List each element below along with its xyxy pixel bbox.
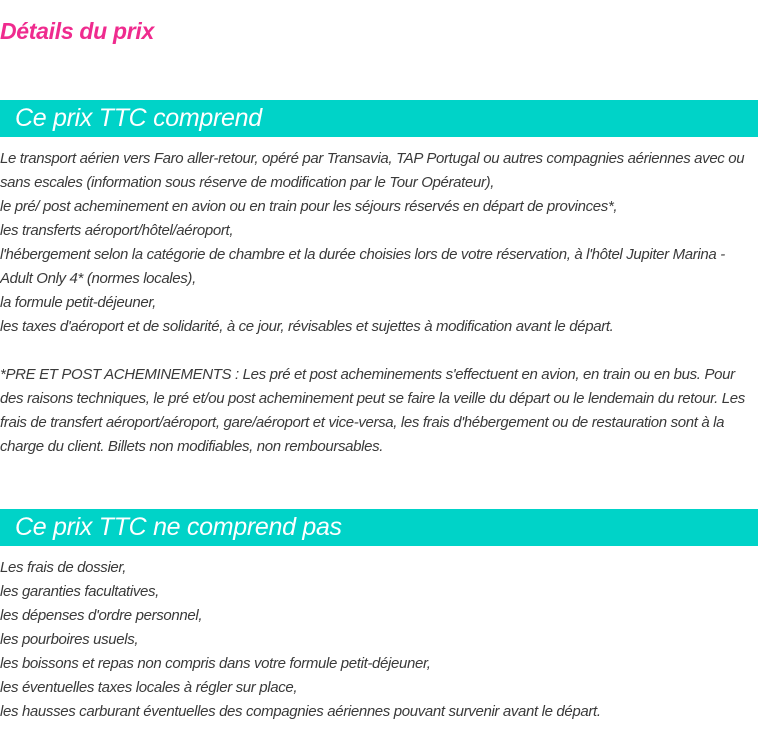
excludes-item: les pourboires usuels, — [0, 631, 139, 648]
excludes-section-header — [0, 509, 758, 546]
acheminement-note — [0, 363, 750, 459]
includes-item: le pré/ post acheminement en avion ou en train pour les séjours réservés en départ de provinces*, — [0, 198, 618, 215]
includes-list — [0, 147, 750, 339]
excludes-item: les garanties facultatives, — [0, 583, 159, 600]
includes-heading: Ce prix TTC comprend — [15, 104, 262, 132]
excludes-item: Les frais de dossier, — [0, 559, 127, 576]
page-title: Détails du prix — [0, 18, 154, 44]
excludes-heading: Ce prix TTC ne comprend pas — [15, 513, 342, 541]
includes-section-header — [0, 100, 758, 137]
excludes-item: les dépenses d'ordre personnel, — [0, 607, 203, 624]
includes-item: les transferts aéroport/hôtel/aéroport, — [0, 222, 234, 239]
includes-item: les taxes d'aéroport et de solidarité, à ce jour, révisables et sujettes à modification avant le départ. — [0, 318, 614, 335]
excludes-item: les hausses carburant éventuelles des compagnies aériennes pouvant survenir avant le départ. — [0, 703, 601, 720]
excludes-list — [0, 556, 750, 724]
includes-item: la formule petit-déjeuner, — [0, 294, 156, 311]
excludes-item: les boissons et repas non compris dans votre formule petit-déjeuner, — [0, 655, 431, 672]
includes-item: l'hébergement selon la catégorie de chambre et la durée choisies lors de votre réservation, à l'hôtel Jupiter Marina - Adult Only 4* (normes locales), — [0, 246, 725, 287]
acheminement-note-text: *PRE ET POST ACHEMINEMENTS : Les pré et post acheminements s'effectuent en avion, en train ou en bus. Pour des raisons techniques, le pré et/ou post acheminement peut se faire la veille du départ ou le lendemain du retour. Les frais de transfert aéroport/aéroport, gare/aéroport et vice-versa, les frais d'hébergement ou de restauration sont à la charge du client. Billets non modifiables, non remboursables. — [0, 366, 745, 455]
excludes-item: les éventuelles taxes locales à régler sur place, — [0, 679, 298, 696]
includes-item: Le transport aérien vers Faro aller-retour, opéré par Transavia, TAP Portugal ou autres compagnies aériennes avec ou sans escales (information sous réserve de modification par le Tour Opérateur), — [0, 150, 745, 191]
